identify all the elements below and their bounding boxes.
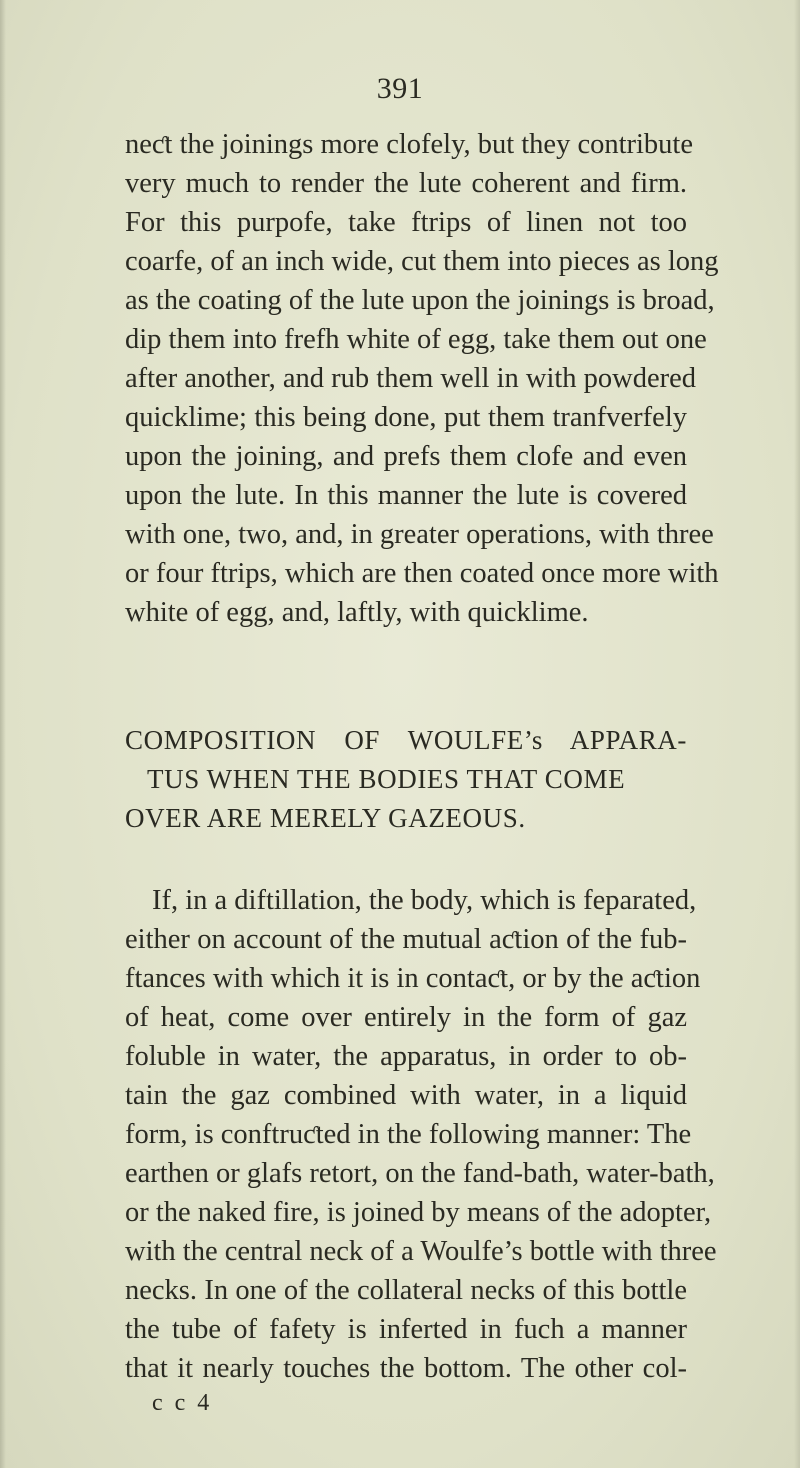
text-line: earthen or glafs retort, on the fand-bath, water-bath, xyxy=(125,1158,715,1189)
paragraph-2 xyxy=(125,881,717,1388)
text-line: If, in a diftillation, the body, which is feparated, xyxy=(152,885,697,916)
heading-line: OVER ARE MERELY GAZEOUS. xyxy=(125,803,526,833)
text-line: or the naked fire, is joined by means of the adopter, xyxy=(125,1197,712,1228)
page-edge-right xyxy=(794,0,800,1468)
text-line: neƈt the joinings more clofely, but they contribute xyxy=(125,129,693,160)
text-line: of heat, come over entirely in the form of gaz xyxy=(125,1002,687,1033)
text-line: with the central neck of a Woulfe’s bottle with three xyxy=(125,1236,717,1267)
heading-line: TUS WHEN THE BODIES THAT COME xyxy=(147,764,626,794)
paragraph-1 xyxy=(125,125,719,632)
text-line: tain the gaz combined with water, in a liquid xyxy=(125,1080,687,1111)
text-line: upon the joining, and prefs them clofe and even xyxy=(125,441,687,472)
spacer xyxy=(125,632,687,721)
text-line: For this purpofe, take ftrips of linen not too xyxy=(125,207,687,238)
text-line: with one, two, and, in greater operations, with three xyxy=(125,519,714,550)
text-line: form, is conftruƈted in the following manner: The xyxy=(125,1119,692,1150)
text-line: or four ftrips, which are then coated once more with xyxy=(125,558,719,589)
spacer xyxy=(125,838,687,881)
text-line: either on account of the mutual aƈtion of the fub- xyxy=(125,924,687,955)
text-line: dip them into frefh white of egg, take them out one xyxy=(125,324,707,355)
text-line: as the coating of the lute upon the joinings is broad, xyxy=(125,285,715,316)
section-heading xyxy=(125,721,687,838)
text-line: necks. In one of the collateral necks of this bottle xyxy=(125,1275,687,1306)
text-line: white of egg, and, laftly, with quicklime. xyxy=(125,597,589,628)
page-edge-left xyxy=(0,0,6,1468)
text-line: very much to render the lute coherent and firm. xyxy=(125,168,687,199)
page-number: 391 xyxy=(376,72,424,105)
text-line: quicklime; this being done, put them tranfverfely xyxy=(125,402,687,433)
heading-line: COMPOSITION OF WOULFE’s APPARA- xyxy=(125,725,687,755)
text-line: foluble in water, the apparatus, in order to ob- xyxy=(125,1041,687,1072)
text-line: the tube of fafety is inferted in fuch a manner xyxy=(125,1314,687,1345)
text-line: after another, and rub them well in with powdered xyxy=(125,363,697,394)
text-line: ftances with which it is in contaƈt, or by the aƈtion xyxy=(125,963,701,994)
text-line: coarfe, of an inch wide, cut them into pieces as long xyxy=(125,246,719,277)
text-line: that it nearly touches the bottom. The other col- xyxy=(125,1353,687,1384)
signature-mark: c c 4 xyxy=(152,1390,213,1416)
text-line: upon the lute. In this manner the lute is covered xyxy=(125,480,687,511)
text-block xyxy=(125,125,719,1418)
